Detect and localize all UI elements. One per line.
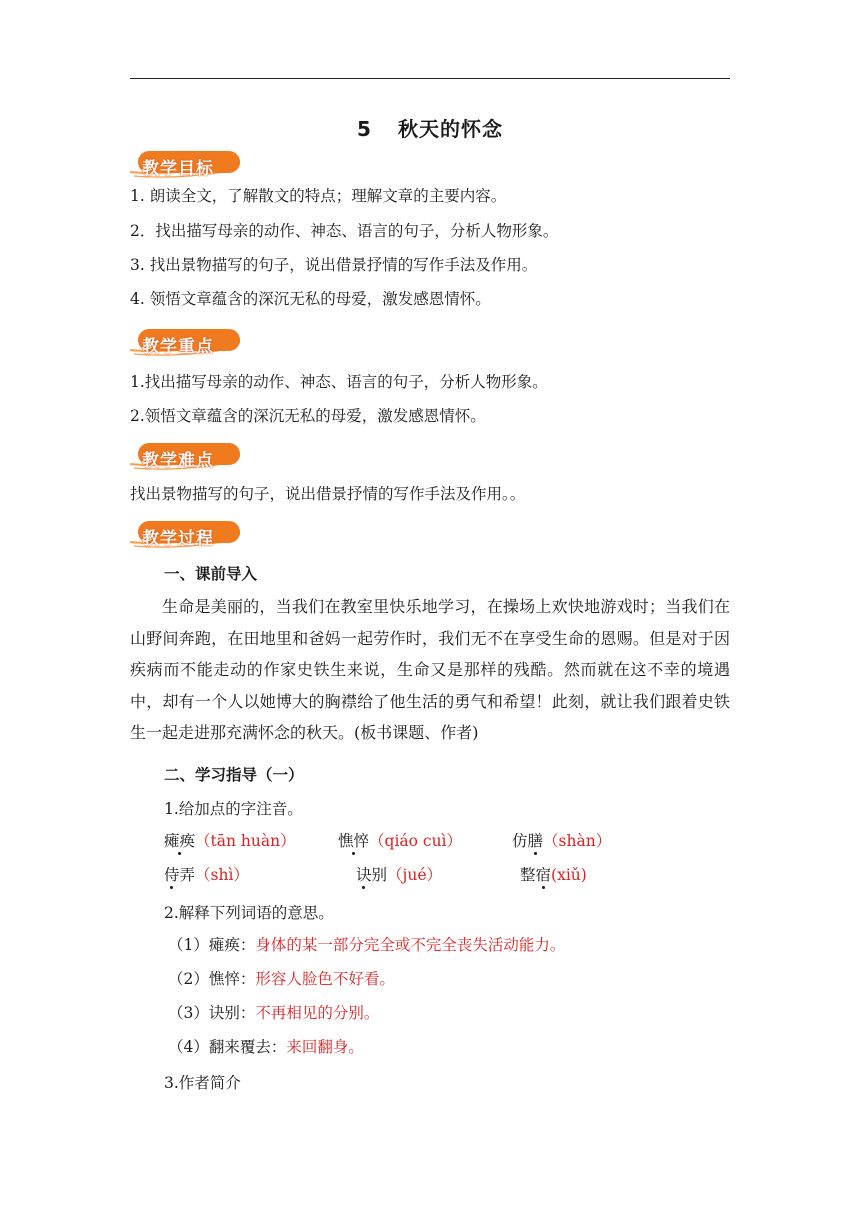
objective-item: 4. 领悟文章蕴含的深沉无私的母爱，激发感恩情怀。: [130, 290, 491, 308]
pinyin-item: 整宿(xiǔ): [520, 866, 587, 884]
part1-heading: 一、课前导入: [164, 565, 258, 583]
key-point-item: 2.领悟文章蕴含的深沉无私的母爱，激发感恩情怀。: [130, 407, 486, 425]
part2-heading: 二、学习指导（一）: [164, 766, 304, 784]
pinyin-item: 憔悴（qiáo cuì）: [338, 832, 463, 850]
lesson-number: 5: [357, 117, 372, 141]
key-point-item: 1.找出描写母亲的动作、神态、语言的句子，分析人物形象。: [130, 373, 548, 391]
pinyin-item: 仿膳（shàn）: [512, 832, 612, 850]
definition-item: （1）瘫痪：身体的某一部分完全或不完全丧失活动能力。: [168, 936, 566, 954]
definition-item: （3）诀别：不再相见的分别。: [168, 1004, 380, 1022]
task-3: 3.作者简介: [164, 1074, 241, 1092]
difficulties-badge: 教学难点: [128, 440, 244, 474]
pinyin-item: 诀别（jué）: [356, 866, 442, 884]
key-points-badge: 教学重点: [128, 326, 244, 360]
pinyin-item: 瘫痪（tān huàn）: [164, 832, 296, 850]
objective-item: 2．找出描写母亲的动作、神态、语言的句子，分析人物形象。: [130, 222, 559, 240]
pinyin-item: 侍弄（shì）: [164, 866, 249, 884]
objectives-badge: 教学目标: [128, 148, 244, 182]
header-rule: [130, 78, 730, 79]
definition-item: （2）憔悴：形容人脸色不好看。: [168, 970, 395, 988]
task-1: 1.给加点的字注音。: [164, 800, 303, 818]
definition-item: （4）翻来覆去：来回翻身。: [168, 1038, 364, 1056]
lesson-name: 秋天的怀念: [397, 117, 503, 141]
intro-paragraph: 生命是美丽的，当我们在教室里快乐地学习，在操场上欢快地游戏时；当我们在山野间奔跑，在田地里和爸妈一起劳作时，我们无不在享受生命的恩赐。但是对于因疾病而不能走动的作家史铁生来说，生命又是那样的残酷。然而就在这不幸的境遇中，却有一个人以她博大的胸襟给了他生活的勇气和希望！此刻，就让我们跟着史铁生一起走进那充满怀念的秋天。(板书课题、作者): [130, 597, 730, 742]
task-2: 2.解释下列词语的意思。: [164, 904, 334, 922]
objective-item: 1. 朗读全文，了解散文的特点；理解文章的主要内容。: [130, 187, 507, 205]
difficulty-text: 找出景物描写的句子，说出借景抒情的写作手法及作用。。: [130, 485, 526, 503]
process-badge: 教学过程: [128, 518, 244, 552]
lesson-title: [0, 113, 860, 142]
objective-item: 3. 找出景物描写的句子，说出借景抒情的写作手法及作用。: [130, 256, 538, 274]
